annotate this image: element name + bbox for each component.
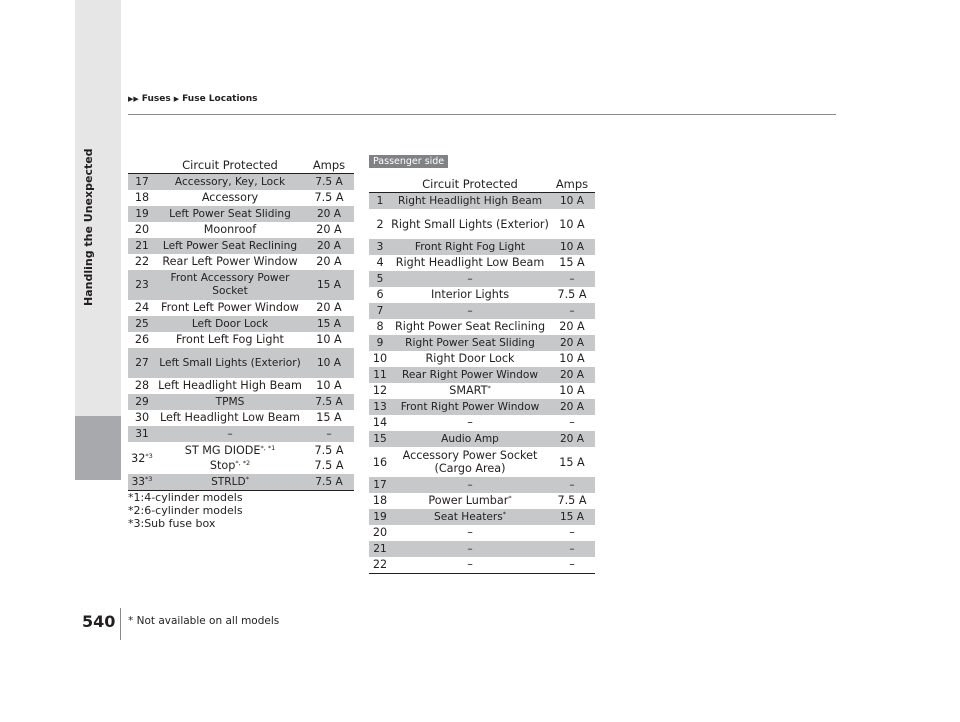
- fuse-number: 33$^{*3}$: [128, 474, 156, 491]
- amps-value: [304, 442, 354, 474]
- fuse-number: 22: [369, 557, 391, 574]
- table-row: [369, 525, 595, 541]
- circuit-line: Stop$^{*, *2}$: [209, 459, 251, 472]
- footnotes: [128, 491, 243, 530]
- note-1: *1:4-cylinder models: [128, 491, 243, 504]
- amps-value: 20 A: [304, 206, 354, 222]
- circuit-protected: Accessory Power Socket (Cargo Area): [402, 449, 538, 475]
- circuit-protected: Rear Right Power Window: [391, 367, 549, 383]
- table-row: [128, 190, 354, 206]
- superscript-mark: *3: [145, 451, 153, 460]
- circuit-protected: Right Headlight Low Beam: [395, 256, 545, 269]
- table-row: [128, 254, 354, 270]
- fuse-number: 21: [369, 541, 391, 557]
- circuit-protected: Left Power Seat Sliding: [156, 206, 304, 222]
- amps-value: 7.5 A: [557, 288, 587, 301]
- col-header-no: [128, 157, 156, 174]
- circuit-protected: Front Accessory Power Socket: [156, 270, 304, 300]
- table-row: [128, 332, 354, 348]
- table-row: [369, 493, 595, 509]
- col-header-circuit: Circuit Protected: [391, 176, 549, 193]
- table-row: [369, 193, 595, 210]
- table-row: [128, 348, 354, 378]
- fuse-number: 28: [134, 379, 150, 392]
- circuit-protected: Rear Left Power Window: [162, 255, 298, 268]
- amps-value: –: [549, 541, 595, 557]
- circuit-protected: Left Power Seat Reclining: [156, 238, 304, 254]
- fuse-number: 6: [376, 288, 384, 301]
- amps-value: 15 A: [549, 509, 595, 525]
- amps-value: 10 A: [549, 193, 595, 210]
- circuit-line: ST MG $DIODE^{*, *1}$: [184, 444, 276, 457]
- amps-value: 7.5 A: [304, 394, 354, 410]
- circuit-protected: Right Headlight High Beam: [391, 193, 549, 210]
- table-row: [369, 509, 595, 525]
- fuse-number: 30: [134, 411, 150, 424]
- table-row: [128, 238, 354, 254]
- breadcrumb: [128, 94, 257, 104]
- amps-value: 20 A: [304, 238, 354, 254]
- circuit-protected: Right Small Lights (Exterior): [391, 217, 549, 231]
- circuit-protected: –: [391, 541, 549, 557]
- chapter-label: Handling the Unexpected: [82, 148, 95, 306]
- amps-value: 20 A: [316, 255, 342, 268]
- table-row: [369, 209, 595, 239]
- breadcrumb-item-fuse-locations[interactable]: Fuse Locations: [182, 94, 258, 104]
- table-row: [369, 303, 595, 319]
- amps-value: 20 A: [316, 301, 342, 314]
- amps-value: 10 A: [559, 217, 585, 231]
- circuit-protected: Accessory: [201, 191, 259, 204]
- table-row: [128, 300, 354, 316]
- table-row: [128, 394, 354, 410]
- amps-value: –: [549, 557, 595, 574]
- triangle-right-icon: ▶: [173, 95, 180, 103]
- table-row: [369, 367, 595, 383]
- footer-vertical-rule: [120, 608, 121, 640]
- amps-value: 20 A: [549, 431, 595, 447]
- fuse-number: 25: [128, 316, 156, 332]
- amps-value: 20 A: [549, 335, 595, 351]
- note-2: *2:6-cylinder models: [128, 504, 243, 517]
- fuse-number: 13: [369, 399, 391, 415]
- fuse-number: 8: [376, 320, 384, 333]
- table-row: [128, 174, 354, 191]
- circuit-protected: –: [467, 416, 473, 429]
- fuse-number: 29: [128, 394, 156, 410]
- circuit-protected: Audio Amp: [391, 431, 549, 447]
- circuit-protected: –: [391, 477, 549, 493]
- circuit-protected: Front Left Fog Light: [176, 333, 284, 346]
- circuit-protected: Seat Heaters*: [391, 509, 549, 525]
- amps-value: 15 A: [559, 256, 585, 269]
- fuse-number: 23: [128, 270, 156, 300]
- superscript-mark: *: [502, 510, 507, 518]
- fuse-number: 16: [372, 455, 388, 469]
- circuit-protected: Left Small Lights (Exterior): [156, 348, 304, 378]
- right-fuse-table: [369, 176, 595, 574]
- fuse-number: 3: [369, 239, 391, 255]
- table-row: [369, 383, 595, 399]
- amps-value: 20 A: [549, 367, 595, 383]
- circuit-protected: Left Headlight Low Beam: [159, 411, 301, 424]
- circuit-protected: Accessory, Key, Lock: [156, 174, 304, 191]
- fuse-number: 1: [369, 193, 391, 210]
- amps-line: 7.5 A: [314, 459, 344, 472]
- fuse-number: 18: [372, 494, 388, 507]
- table-row: [369, 415, 595, 431]
- amps-value: 7.5 A: [304, 474, 354, 491]
- table-row: [369, 255, 595, 271]
- fuse-number: 18: [134, 191, 150, 204]
- amps-value: –: [304, 426, 354, 442]
- table-row: [128, 222, 354, 238]
- circuit-protected: STRLD*: [156, 474, 304, 491]
- fuse-number: 17: [128, 174, 156, 191]
- superscript-mark: *: [487, 384, 491, 392]
- amps-value: –: [549, 477, 595, 493]
- circuit-protected: Interior Lights: [430, 288, 510, 301]
- amps-value: 15 A: [304, 316, 354, 332]
- note-3: *3:Sub fuse box: [128, 517, 216, 530]
- table-row: [128, 378, 354, 394]
- superscript-mark: *: [245, 475, 249, 483]
- amps-value: 10 A: [304, 348, 354, 378]
- fuse-number: 14: [372, 416, 388, 429]
- amps-value: –: [569, 416, 575, 429]
- circuit-protected: –: [156, 426, 304, 442]
- amps-value: 7.5 A: [557, 494, 587, 507]
- left-fuse-table: [128, 157, 354, 491]
- circuit-protected: Moonroof: [203, 223, 257, 236]
- fuse-number: 9: [369, 335, 391, 351]
- fuse-number: 22: [134, 255, 150, 268]
- superscript-mark: *: [508, 494, 512, 502]
- table-row: [369, 477, 595, 493]
- table-row: [128, 206, 354, 222]
- fuse-number: 7: [369, 303, 391, 319]
- fuse-number: 20: [372, 526, 388, 539]
- fuse-number: 2: [376, 217, 384, 231]
- table-row: [369, 447, 595, 477]
- amps-value: 10 A: [559, 352, 585, 365]
- circuit-protected: –: [391, 557, 549, 574]
- table-row: [128, 442, 354, 474]
- table-row: [369, 557, 595, 574]
- page-number: 540: [82, 612, 116, 631]
- table-row: [369, 399, 595, 415]
- fuse-number: 24: [134, 301, 150, 314]
- table-row: [369, 239, 595, 255]
- breadcrumb-item-fuses[interactable]: Fuses: [141, 94, 171, 104]
- amps-value: 10 A: [316, 333, 342, 346]
- circuit-protected: SMART*: [449, 384, 491, 397]
- fuse-number: 27: [128, 348, 156, 378]
- col-header-no: [369, 176, 391, 193]
- circuit-protected: Front Right Power Window: [391, 399, 549, 415]
- amps-value: –: [549, 271, 595, 287]
- col-header-amps: Amps: [304, 157, 354, 174]
- fuse-number: 10: [372, 352, 388, 365]
- circuit-protected: Left Door Lock: [156, 316, 304, 332]
- circuit-protected: TPMS: [156, 394, 304, 410]
- col-header-circuit: Circuit Protected: [156, 157, 304, 174]
- fuse-number: 20: [134, 223, 150, 236]
- table-row: [128, 474, 354, 491]
- table-row: [128, 410, 354, 426]
- table-row: [369, 351, 595, 367]
- fuse-number: 19: [128, 206, 156, 222]
- table-row: [369, 287, 595, 303]
- amps-value: 15 A: [304, 270, 354, 300]
- fuse-number: 17: [369, 477, 391, 493]
- amps-value: 15 A: [559, 455, 585, 469]
- circuit-protected: Right Power Seat Sliding: [391, 335, 549, 351]
- fuse-number: 21: [128, 238, 156, 254]
- circuit-protected: Left Headlight High Beam: [158, 379, 302, 392]
- amps-value: –: [569, 526, 575, 539]
- table-row: [128, 316, 354, 332]
- table-row: [369, 271, 595, 287]
- triangle-right-icon: ▶▶: [128, 95, 139, 103]
- amps-value: 10 A: [559, 384, 585, 397]
- superscript-mark: *3: [145, 475, 153, 483]
- superscript-mark: *, *2: [235, 459, 251, 467]
- amps-value: 10 A: [549, 239, 595, 255]
- table-row: [369, 541, 595, 557]
- amps-value: 10 A: [316, 379, 342, 392]
- circuit-protected: Right Door Lock: [425, 352, 515, 365]
- fuse-number: 19: [369, 509, 391, 525]
- circuit-protected: –: [391, 303, 549, 319]
- circuit-protected: –: [467, 526, 473, 539]
- amps-value: 20 A: [316, 223, 342, 236]
- table-row: [128, 426, 354, 442]
- circuit-protected: Right Power Seat Reclining: [394, 320, 546, 333]
- passenger-side-tag: Passenger side: [369, 155, 448, 168]
- amps-value: 20 A: [559, 320, 585, 333]
- table-row: [128, 270, 354, 300]
- fuse-number: 4: [376, 256, 384, 269]
- fuse-number: 5: [369, 271, 391, 287]
- fuse-number: 31: [128, 426, 156, 442]
- superscript-mark: *, *1: [260, 444, 276, 452]
- amps-value: 7.5 A: [314, 191, 344, 204]
- amps-value: 7.5 A: [304, 174, 354, 191]
- fuse-number: 26: [134, 333, 150, 346]
- fuse-number: 11: [369, 367, 391, 383]
- circuit-protected: –: [391, 271, 549, 287]
- table-row: [369, 319, 595, 335]
- circuit-protected: [156, 442, 304, 474]
- circuit-protected: Front Right Fog Light: [391, 239, 549, 255]
- header-rule: [128, 114, 836, 115]
- table-row: [369, 431, 595, 447]
- amps-value: 15 A: [316, 411, 342, 424]
- amps-line: 7.5 A: [314, 444, 344, 457]
- availability-footnote: * Not available on all models: [128, 615, 280, 627]
- fuse-number: 15: [369, 431, 391, 447]
- amps-value: –: [549, 303, 595, 319]
- fuse-number: 12: [372, 384, 388, 397]
- amps-value: 20 A: [549, 399, 595, 415]
- circuit-protected: Front Left Power Window: [161, 301, 299, 314]
- circuit-protected: Power Lumbar*: [428, 494, 512, 507]
- fuse-number: 32$^{*3}$: [131, 451, 153, 465]
- table-row: [369, 335, 595, 351]
- col-header-amps: Amps: [549, 176, 595, 193]
